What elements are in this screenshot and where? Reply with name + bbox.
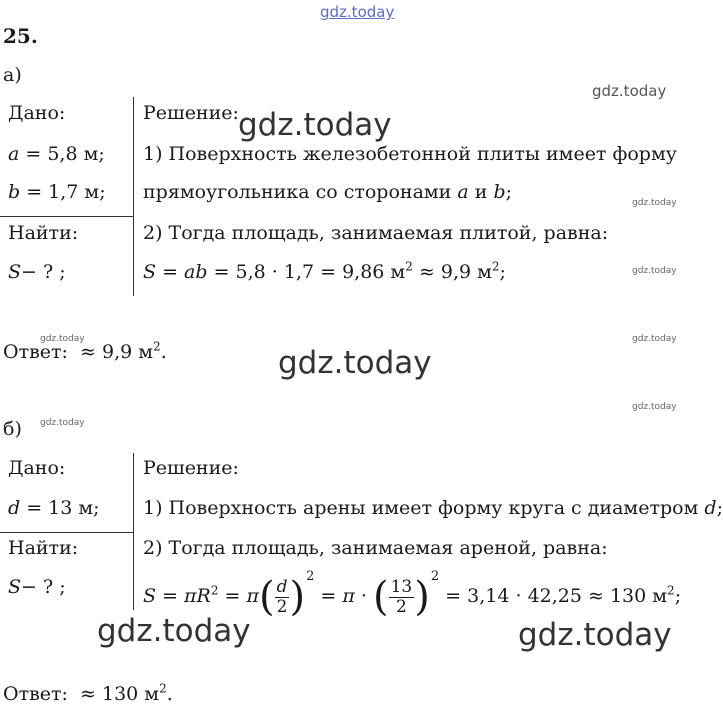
part-a-step2: 2) Тогда площадь, занимаемая плитой, равна: <box>143 222 609 244</box>
var-d: d <box>8 497 21 519</box>
part-a-given-header: Дано: <box>8 102 66 124</box>
watermark-right-1: gdz.today <box>592 82 667 100</box>
f-pi2: π <box>246 585 259 607</box>
step1-var-b: b <box>493 181 506 203</box>
problem-number: 25. <box>3 24 38 48</box>
step1-and: и <box>468 181 494 203</box>
part-a-label: а) <box>3 64 22 86</box>
var-b: b <box>8 181 21 203</box>
formula-s: S <box>143 261 157 283</box>
part-a-vertical-divider <box>133 97 134 296</box>
formula-approx: ≈ 9,9 м <box>412 261 492 283</box>
value-a: = 5,8 м; <box>25 143 105 165</box>
part-a-given-a <box>8 143 105 165</box>
step1-var-a: a <box>457 181 469 203</box>
answer-b-value: ≈ 130 м <box>80 683 160 705</box>
f-lparen2: ( <box>373 574 389 620</box>
part-b-formula <box>143 569 682 620</box>
watermark-large-3: gdz.today <box>97 613 251 649</box>
f-lparen: ( <box>258 574 275 620</box>
f-end: ; <box>674 585 682 607</box>
part-b-step2: 2) Тогда площадь, занимаемая ареной, равна: <box>143 537 608 559</box>
step1-b-var: d <box>704 497 717 519</box>
part-a-find-header: Найти: <box>8 222 79 244</box>
answer-end: . <box>160 341 167 363</box>
answer-b-end: . <box>166 683 173 705</box>
watermark-large-4: gdz.today <box>518 617 672 653</box>
formula-exp2: 2 <box>491 259 500 274</box>
part-a-given-b <box>8 181 106 203</box>
part-b-given-header: Дано: <box>8 457 66 479</box>
part-b-vertical-divider <box>133 453 134 610</box>
answer-exp: 2 <box>153 339 161 354</box>
watermark-top: gdz.today <box>320 3 395 21</box>
f-13: 13 <box>390 576 413 597</box>
f-eq2: = <box>218 585 247 607</box>
part-a-answer <box>3 341 167 363</box>
var-a: a <box>8 143 20 165</box>
answer-b-exp: 2 <box>159 681 167 696</box>
f-sq2: 2 <box>430 569 440 584</box>
f-r: R <box>196 585 211 607</box>
f-s: S <box>143 585 157 607</box>
part-a-find <box>8 261 66 283</box>
find-rest-b: − ? ; <box>21 576 66 598</box>
f-rparen: ) <box>289 574 306 620</box>
watermark-small-6: gdz.today <box>40 418 85 428</box>
formula-rest: = 5,8 · 1,7 = 9,86 м <box>207 261 406 283</box>
step1-b-end: ; <box>716 497 723 519</box>
formula-eq: = <box>156 261 185 283</box>
step1-text: прямоугольника со сторонами <box>143 181 458 203</box>
f-two2: 2 <box>396 596 407 617</box>
part-b-solution-header: Решение: <box>143 457 239 479</box>
f-pi3: π <box>342 585 355 607</box>
step1-end: ; <box>505 181 513 203</box>
part-a-formula <box>143 261 506 283</box>
part-b-step1 <box>143 497 723 519</box>
formula-ab: ab <box>184 261 208 283</box>
part-b-find-header: Найти: <box>8 537 79 559</box>
part-b-answer <box>3 683 173 705</box>
f-rparen2: ) <box>414 574 430 620</box>
f-sq: 2 <box>306 569 315 584</box>
part-a-step1-line1: 1) Поверхность железобетонной плиты имеет форму <box>143 143 677 165</box>
watermark-small-1: gdz.today <box>632 198 677 208</box>
f-dot: · <box>354 585 373 607</box>
find-var: S <box>8 261 22 283</box>
f-d: d <box>276 576 288 597</box>
answer-b-label: Ответ: <box>3 683 68 705</box>
f-eq: = <box>156 585 185 607</box>
part-b-given-d <box>8 497 100 519</box>
f-rest: = 3,14 · 42,25 ≈ 130 м <box>439 585 668 607</box>
watermark-large-1: gdz.today <box>238 107 392 143</box>
step1-b-text: 1) Поверхность арены имеет форму круга с диаметром <box>143 497 705 519</box>
f-exp-end: 2 <box>667 583 675 598</box>
watermark-small-3: gdz.today <box>40 334 85 344</box>
watermark-large-2: gdz.today <box>278 345 432 381</box>
watermark-small-5: gdz.today <box>632 402 677 412</box>
f-pi: π <box>184 585 197 607</box>
find-rest: − ? ; <box>21 261 66 283</box>
part-a-horizontal-divider <box>0 216 133 217</box>
answer-value: ≈ 9,9 м <box>80 341 154 363</box>
part-b-find <box>8 576 66 598</box>
answer-label: Ответ: <box>3 341 68 363</box>
f-frac-13 <box>389 578 415 617</box>
find-var-b: S <box>8 576 22 598</box>
f-frac-d <box>275 578 290 617</box>
formula-end: ; <box>499 261 506 283</box>
formula-exp: 2 <box>405 259 413 274</box>
f-two: 2 <box>276 596 288 617</box>
part-b-horizontal-divider <box>0 532 133 533</box>
f-exp: 2 <box>210 583 219 598</box>
part-b-label: б) <box>3 418 22 440</box>
watermark-small-4: gdz.today <box>632 334 677 344</box>
value-d: = 13 м; <box>26 497 100 519</box>
part-a-solution-header: Решение: <box>143 102 239 124</box>
value-b: = 1,7 м; <box>26 181 106 203</box>
f-eq3: = <box>314 585 343 607</box>
part-a-step1-line2 <box>143 181 512 203</box>
watermark-small-2: gdz.today <box>632 266 677 276</box>
